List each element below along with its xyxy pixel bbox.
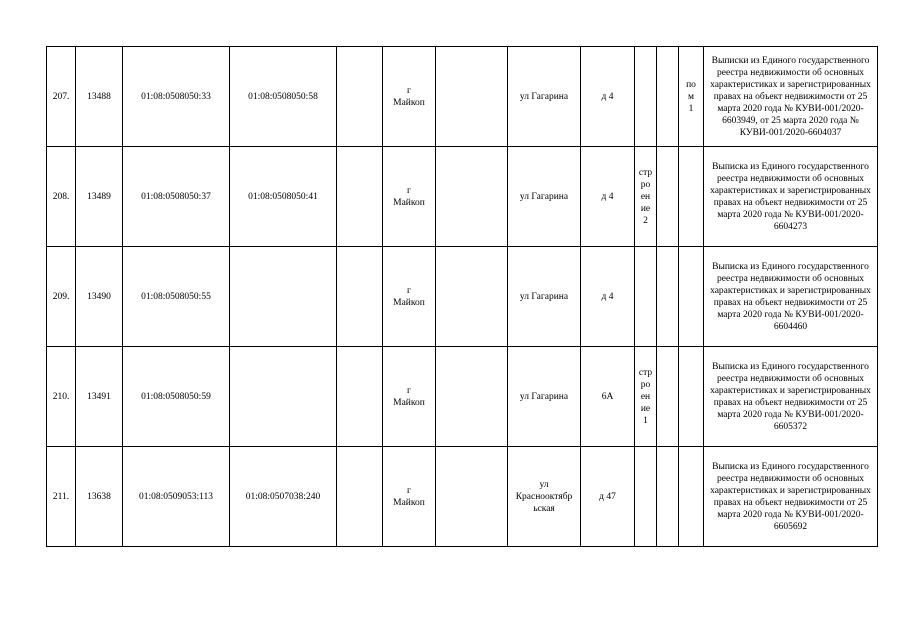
table-row: [47, 447, 878, 547]
room: [679, 247, 704, 347]
cadastral-number: 01:08:0508050:59: [123, 347, 230, 447]
street-line: Краснооктябр: [515, 491, 573, 502]
registry-id: 13491: [76, 347, 123, 447]
locality-type: г: [407, 85, 411, 96]
locality: [383, 347, 436, 447]
building: [635, 147, 657, 247]
house-number: д 47: [581, 447, 635, 547]
locality-name: Майкоп: [393, 197, 425, 208]
street: ул Гагарина: [508, 47, 581, 147]
building-line: ие: [640, 203, 651, 214]
building-line: ен: [640, 391, 651, 402]
empty-cell: [337, 347, 383, 447]
locality: [383, 447, 436, 547]
empty-cell: [657, 47, 679, 147]
empty-cell: [436, 347, 508, 447]
document-reference: Выписка из Единого государственного реестра недвижимости об основных характеристиках и зарегистрированных правах на объект недвижимости от 25 марта 2020 года № КУВИ-001/2020-6604273: [704, 147, 878, 247]
room-line: по: [686, 79, 696, 90]
empty-cell: [337, 47, 383, 147]
locality-type: г: [407, 485, 411, 496]
table-row: [47, 247, 878, 347]
empty-cell: [337, 247, 383, 347]
building: [635, 247, 657, 347]
parent-cadastral-number: 01:08:0508050:58: [230, 47, 337, 147]
cadastral-number: 01:08:0508050:33: [123, 47, 230, 147]
empty-cell: [436, 47, 508, 147]
registry-id: 13488: [76, 47, 123, 147]
registry-table: [46, 46, 878, 547]
parent-cadastral-number: [230, 347, 337, 447]
street-line: ьская: [533, 503, 555, 514]
empty-cell: [657, 447, 679, 547]
parent-cadastral-number: 01:08:0508050:41: [230, 147, 337, 247]
street: [508, 447, 581, 547]
room: [679, 147, 704, 247]
locality: [383, 247, 436, 347]
building-line: стр: [638, 367, 653, 378]
building-line: ро: [640, 179, 651, 190]
registry-id: 13638: [76, 447, 123, 547]
document-reference: Выписка из Единого государственного реестра недвижимости об основных характеристиках и зарегистрированных правах на объект недвижимости от 25 марта 2020 года № КУВИ-001/2020-6605692: [704, 447, 878, 547]
empty-cell: [657, 147, 679, 247]
room: [679, 447, 704, 547]
street: ул Гагарина: [508, 347, 581, 447]
registry-id: 13490: [76, 247, 123, 347]
row-number: 210.: [47, 347, 76, 447]
locality-name: Майкоп: [393, 97, 425, 108]
table-row: [47, 47, 878, 147]
empty-cell: [436, 247, 508, 347]
locality-name: Майкоп: [393, 497, 425, 508]
document-reference: Выписка из Единого государственного реестра недвижимости об основных характеристиках и зарегистрированных правах на объект недвижимости от 25 марта 2020 года № КУВИ-001/2020-6605372: [704, 347, 878, 447]
building: [635, 47, 657, 147]
locality-type: г: [407, 185, 411, 196]
empty-cell: [436, 147, 508, 247]
building-line: 2: [643, 215, 648, 226]
locality: [383, 147, 436, 247]
row-number: 211.: [47, 447, 76, 547]
building-line: стр: [638, 167, 653, 178]
room-line: м: [687, 91, 694, 102]
building: [635, 347, 657, 447]
house-number: д 4: [581, 247, 635, 347]
street: ул Гагарина: [508, 147, 581, 247]
locality-name: Майкоп: [393, 397, 425, 408]
room: [679, 347, 704, 447]
locality: [383, 47, 436, 147]
building-line: ро: [640, 379, 651, 390]
empty-cell: [657, 247, 679, 347]
document-reference: Выписки из Единого государственного реестра недвижимости об основных характеристиках и зарегистрированных правах на объект недвижимости от 25 марта 2020 года № КУВИ-001/2020-6603949, от 25 марта 2020 года № КУВИ-001/2020-6604037: [704, 47, 878, 147]
building-line: ие: [640, 403, 651, 414]
row-number: 208.: [47, 147, 76, 247]
room-line: 1: [688, 103, 694, 114]
row-number: 207.: [47, 47, 76, 147]
house-number: д 4: [581, 147, 635, 247]
locality-type: г: [407, 285, 411, 296]
building: [635, 447, 657, 547]
locality-type: г: [407, 385, 411, 396]
empty-cell: [436, 447, 508, 547]
street-line: ул: [539, 479, 549, 490]
parent-cadastral-number: 01:08:0507038:240: [230, 447, 337, 547]
table-row: [47, 147, 878, 247]
cadastral-number: 01:08:0508050:55: [123, 247, 230, 347]
street: ул Гагарина: [508, 247, 581, 347]
house-number: 6А: [581, 347, 635, 447]
cadastral-number: 01:08:0508050:37: [123, 147, 230, 247]
empty-cell: [657, 347, 679, 447]
house-number: д 4: [581, 47, 635, 147]
registry-id: 13489: [76, 147, 123, 247]
empty-cell: [337, 447, 383, 547]
row-number: 209.: [47, 247, 76, 347]
empty-cell: [337, 147, 383, 247]
table-row: [47, 347, 878, 447]
cadastral-number: 01:08:0509053:113: [123, 447, 230, 547]
building-line: ен: [640, 191, 651, 202]
locality-name: Майкоп: [393, 297, 425, 308]
room: [679, 47, 704, 147]
parent-cadastral-number: [230, 247, 337, 347]
document-reference: Выписка из Единого государственного реестра недвижимости об основных характеристиках и зарегистрированных правах на объект недвижимости от 25 марта 2020 года № КУВИ-001/2020-6604460: [704, 247, 878, 347]
building-line: 1: [643, 415, 648, 426]
